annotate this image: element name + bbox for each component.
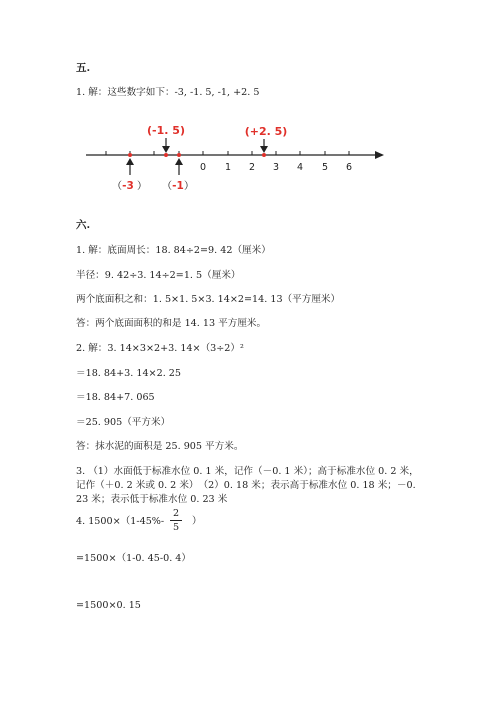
section-5-heading: 五.: [76, 62, 91, 74]
q3-answer: 3. （1）水面低于标准水位 0. 1 米，记作（－0. 1 米）；高于标准水位 0. 2 米，记作（＋0. 2 米或 0. 2 米） （2）0. 18 米；表示高于标准水位 0. 18 米；－0. 23 米；表示低于标准水位 0. 23 米: [76, 466, 419, 505]
label-minus-3: -3: [122, 180, 134, 192]
q4-prefix: 4. 1500×（1-45%-: [76, 516, 165, 527]
label-bracket-open: （: [112, 181, 122, 192]
label-minus-1: -1: [172, 180, 184, 192]
label-bracket-open: （: [162, 181, 172, 192]
point-minus-1-5: [164, 153, 168, 157]
tick-label: 3: [272, 162, 280, 173]
tick-label: 2: [248, 162, 256, 173]
q4-step: =1500×0. 15: [76, 600, 141, 611]
number-line: [0, 118, 500, 208]
fraction-bar: [170, 520, 182, 521]
tick-label: 0: [199, 162, 207, 173]
label-bracket-close: ）: [137, 181, 147, 192]
answer-line: 答：两个底面面积的和是 14. 13 平方厘米。: [76, 318, 267, 329]
answer-line: 两个底面积之和：1. 5×1. 5×3. 14×2=14. 13（平方厘米）: [76, 294, 341, 305]
arrow-down-icon: [162, 146, 170, 153]
label-bracket-close: ）: [184, 181, 194, 192]
fraction-numerator: 2: [172, 508, 180, 519]
fraction: [170, 508, 182, 533]
point-minus-1: [177, 153, 181, 157]
arrow-down-icon: [260, 146, 268, 153]
answer-line: 答：抹水泥的面积是 25. 905 平方米。: [76, 441, 244, 452]
answer-line: ＝18. 84+3. 14×2. 25: [76, 368, 182, 379]
q4-suffix: ）: [192, 516, 202, 527]
axis-arrow-icon: [375, 151, 384, 159]
tick-label: 1: [224, 162, 232, 173]
tick-label: 4: [296, 162, 304, 173]
label-plus-2-5: (+2. 5): [244, 125, 288, 138]
tick-label: 6: [345, 162, 353, 173]
tick-label: 5: [321, 162, 329, 173]
section-6-heading: 六.: [76, 219, 91, 231]
arrow-up-icon: [126, 158, 134, 165]
point-minus-3: [128, 153, 132, 157]
label-minus-1-5: (-1. 5): [147, 124, 185, 137]
answer-line: 1. 解：底面周长：18. 84÷2=9. 42（厘米）: [76, 245, 271, 256]
fraction-denominator: 5: [172, 522, 180, 533]
q1-answer: 1. 解：这些数字如下：-3, -1. 5, -1, +2. 5: [76, 87, 260, 98]
arrow-up-icon: [175, 158, 183, 165]
q4-expression: [76, 516, 164, 528]
answer-line: 半径：9. 42÷3. 14÷2=1. 5（厘米）: [76, 270, 241, 281]
point-plus-2-5: [262, 153, 266, 157]
answer-line: ＝25. 905（平方米）: [76, 417, 171, 428]
answer-line: ＝18. 84+7. 065: [76, 392, 155, 403]
q4-step: =1500×（1-0. 45-0. 4）: [76, 553, 191, 564]
answer-line: 2. 解：3. 14×3×2+3. 14×（3÷2）²: [76, 343, 244, 354]
